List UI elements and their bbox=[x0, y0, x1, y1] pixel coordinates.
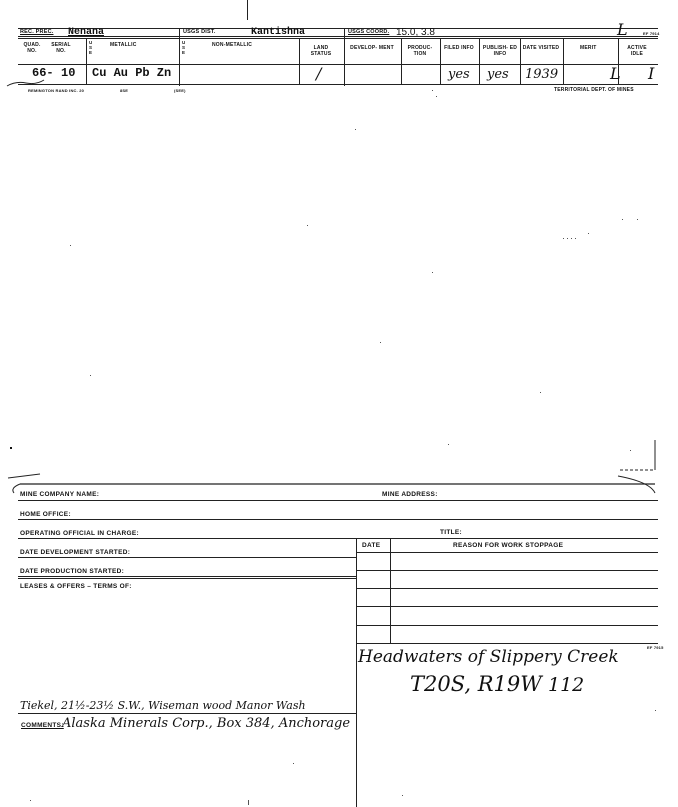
scan-dot bbox=[380, 342, 381, 343]
rec-prec-label: REC. PREC. bbox=[20, 29, 54, 35]
rule-reason-header bbox=[356, 552, 658, 553]
usgs-dist-label: USGS DIST. bbox=[183, 29, 216, 35]
rule-date-development bbox=[18, 557, 356, 558]
lower-form-edge bbox=[0, 436, 678, 496]
scan-dot bbox=[355, 129, 356, 130]
handwritten-township-range: T20S, R19W bbox=[410, 672, 542, 696]
rule-operating-official bbox=[18, 538, 658, 539]
mine-company-name-label: MINE COMPANY NAME: bbox=[20, 491, 100, 498]
col-divider-date-visited bbox=[520, 38, 521, 84]
strip-remington: REMINGTON RAND INC. 20 bbox=[28, 88, 85, 93]
strip-sec: 8SE bbox=[120, 88, 129, 93]
date-col-label: DATE bbox=[362, 542, 381, 549]
rule-date-production bbox=[18, 576, 356, 577]
rule-date-production-2 bbox=[18, 578, 356, 579]
scan-dot bbox=[436, 96, 437, 97]
scan-dot bbox=[571, 238, 572, 239]
handwritten-location-code: 112 bbox=[548, 674, 585, 696]
scan-stroke-mark bbox=[6, 78, 46, 88]
col-active-idle: ACTIVE IDLE bbox=[627, 45, 647, 57]
form-number-lower: EF 7915 bbox=[647, 645, 664, 650]
scan-dot bbox=[307, 225, 308, 226]
header-mid-rule-2 bbox=[18, 38, 658, 39]
col-divider-filed bbox=[440, 38, 441, 84]
record-published-info: yes bbox=[487, 67, 509, 82]
scan-dot bbox=[563, 238, 564, 239]
rule-reason-1 bbox=[356, 570, 658, 571]
rule-home-office bbox=[18, 519, 658, 520]
col-filed-info: FILED INFO bbox=[444, 45, 474, 51]
col-development: DEVELOP- MENT bbox=[350, 45, 394, 51]
scan-dot bbox=[432, 90, 433, 91]
scan-dot bbox=[30, 800, 31, 801]
record-serial: 10 bbox=[61, 66, 76, 80]
scan-tick-mark bbox=[247, 0, 248, 20]
date-development-label: DATE DEVELOPMENT STARTED: bbox=[20, 549, 131, 556]
col-merit: MERIT bbox=[580, 45, 597, 51]
record-land-status: / bbox=[316, 64, 322, 83]
leases-offers-label: LEASES & OFFERS – TERMS OF: bbox=[20, 583, 132, 590]
record-active-idle: I bbox=[648, 64, 655, 83]
scan-dot bbox=[567, 238, 568, 239]
usgs-dist-value: Kantishna bbox=[251, 27, 306, 38]
strip-see: (SEE) bbox=[174, 88, 186, 93]
col-use-nonmetallic: U S E bbox=[182, 40, 186, 55]
scan-dot bbox=[432, 272, 433, 273]
record-row-bottom-rule bbox=[18, 84, 658, 85]
scan-dot bbox=[575, 238, 576, 239]
home-office-label: HOME OFFICE: bbox=[20, 511, 71, 518]
col-land-status: LAND STATUS bbox=[310, 45, 332, 57]
operating-official-label: OPERATING OFFICIAL IN CHARGE: bbox=[20, 530, 139, 537]
record-merit: L bbox=[610, 64, 621, 83]
column-header-bottom-rule bbox=[18, 64, 658, 65]
col-serial-no: SERIAL NO. bbox=[51, 42, 71, 54]
col-quad-no: QUAD. NO. bbox=[23, 42, 41, 54]
vertical-divider-lower bbox=[356, 538, 357, 807]
rule-reason-4 bbox=[356, 625, 658, 626]
handwritten-comments: Alaska Minerals Corp., Box 384, Anchorage bbox=[62, 716, 351, 731]
handwritten-location: Headwaters of Slippery Creek bbox=[358, 647, 619, 667]
col-divider-usgs bbox=[179, 28, 180, 86]
record-quad: 66- bbox=[32, 66, 54, 80]
reason-col-label: REASON FOR WORK STOPPAGE bbox=[453, 542, 564, 549]
scan-dot bbox=[70, 245, 71, 246]
col-divider-production bbox=[401, 38, 402, 84]
mine-address-label: MINE ADDRESS: bbox=[382, 491, 438, 498]
rule-tiekel bbox=[18, 713, 356, 714]
col-divider-merit bbox=[563, 38, 564, 84]
date-production-label: DATE PRODUCTION STARTED: bbox=[20, 568, 125, 575]
rec-prec-value: Nenana bbox=[68, 27, 105, 38]
col-production: PRODUC- TION bbox=[407, 45, 433, 57]
record-filed-info: yes bbox=[448, 67, 470, 82]
scan-dot bbox=[293, 763, 294, 764]
col-divider-metallic bbox=[86, 38, 87, 84]
scan-dot bbox=[637, 219, 638, 220]
col-date-visited: DATE VISITED bbox=[522, 45, 560, 51]
usgs-coord-value: 15.0, 3.8 bbox=[396, 27, 435, 38]
merit-mark-top: L bbox=[617, 20, 628, 39]
record-metallic: Cu Au Pb Zn bbox=[92, 66, 172, 80]
usgs-coord-label: USGS COORD. bbox=[348, 29, 390, 35]
col-non-metallic: NON-METALLIC bbox=[212, 42, 253, 48]
col-divider-land bbox=[299, 38, 300, 84]
col-divider-coord bbox=[344, 28, 345, 86]
col-metallic: METALLIC bbox=[110, 42, 137, 48]
header-mid-rule bbox=[18, 36, 658, 37]
col-divider-published bbox=[479, 38, 480, 84]
date-col-divider bbox=[390, 538, 391, 643]
rule-reason-5 bbox=[356, 643, 658, 644]
scan-dot bbox=[402, 795, 403, 796]
rule-reason-3 bbox=[356, 606, 658, 607]
col-use-metallic: U S E bbox=[89, 40, 93, 55]
strip-territorial: TERRITORIAL DEPT. OF MINES bbox=[554, 87, 634, 93]
scan-dot bbox=[90, 375, 91, 376]
scan-dot bbox=[655, 710, 656, 711]
form-number-top: EF 7914 bbox=[643, 31, 660, 36]
rule-reason-2 bbox=[356, 588, 658, 589]
rule-mine-company bbox=[18, 500, 658, 501]
scan-dot bbox=[540, 392, 541, 393]
scan-dot bbox=[622, 219, 623, 220]
record-date-visited: 1939 bbox=[525, 67, 559, 82]
comments-label: COMMENTS: bbox=[21, 722, 64, 729]
title-label: TITLE: bbox=[440, 529, 463, 536]
scan-dot bbox=[588, 233, 589, 234]
scan-dot bbox=[248, 800, 249, 805]
col-published-info: PUBLISH- ED INFO bbox=[482, 45, 518, 57]
header-top-rule bbox=[18, 28, 658, 29]
handwritten-tiekel-note: Tiekel, 21½-23½ S.W., Wiseman wood Manor Wash bbox=[20, 699, 306, 712]
